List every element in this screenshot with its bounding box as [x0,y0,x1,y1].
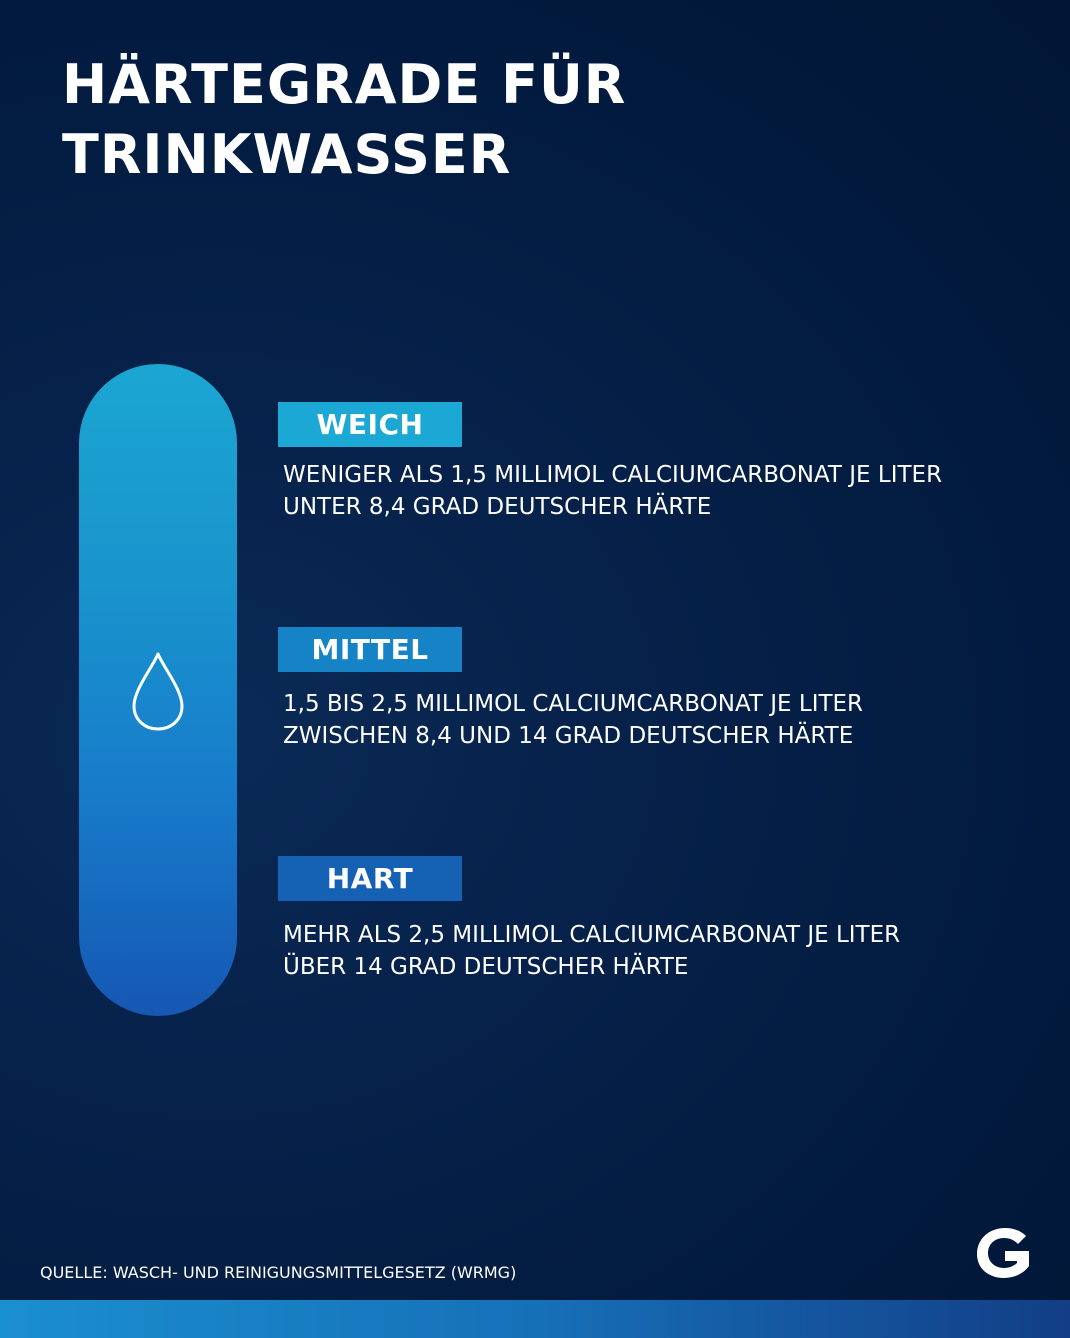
level-hart-line-2: ÜBER 14 GRAD DEUTSCHER HÄRTE [283,954,689,980]
g-logo-icon [974,1226,1032,1280]
level-weich-line-2: UNTER 8,4 GRAD DEUTSCHER HÄRTE [283,494,712,520]
level-badge-weich: WEICH [278,402,462,447]
level-hart-line-1: MEHR ALS 2,5 MILLIMOL CALCIUMCARBONAT JE LITER [283,922,901,948]
level-badge-hart: HART [278,856,462,901]
level-description-mittel [278,688,863,752]
level-mittel-line-2: ZWISCHEN 8,4 UND 14 GRAD DEUTSCHER HÄRTE [283,723,854,749]
water-drop-icon [130,650,186,732]
level-description-weich [278,459,942,523]
title-line-2: TRINKWASSER [62,123,512,186]
level-mittel [278,627,863,752]
level-weich [278,402,942,523]
title-line-1: HÄRTEGRADE FÜR [62,53,627,116]
source-note: QUELLE: WASCH- UND REINIGUNGSMITTELGESETZ (WRMG) [40,1263,517,1282]
bottom-color-bar [0,1300,1070,1338]
level-badge-mittel: MITTEL [278,627,462,672]
page-title [62,50,626,190]
level-weich-line-1: WENIGER ALS 1,5 MILLIMOL CALCIUMCARBONAT JE LITER [283,462,943,488]
level-description-hart [278,919,900,983]
level-mittel-line-1: 1,5 BIS 2,5 MILLIMOL CALCIUMCARBONAT JE LITER [283,691,864,717]
level-hart [278,856,900,983]
